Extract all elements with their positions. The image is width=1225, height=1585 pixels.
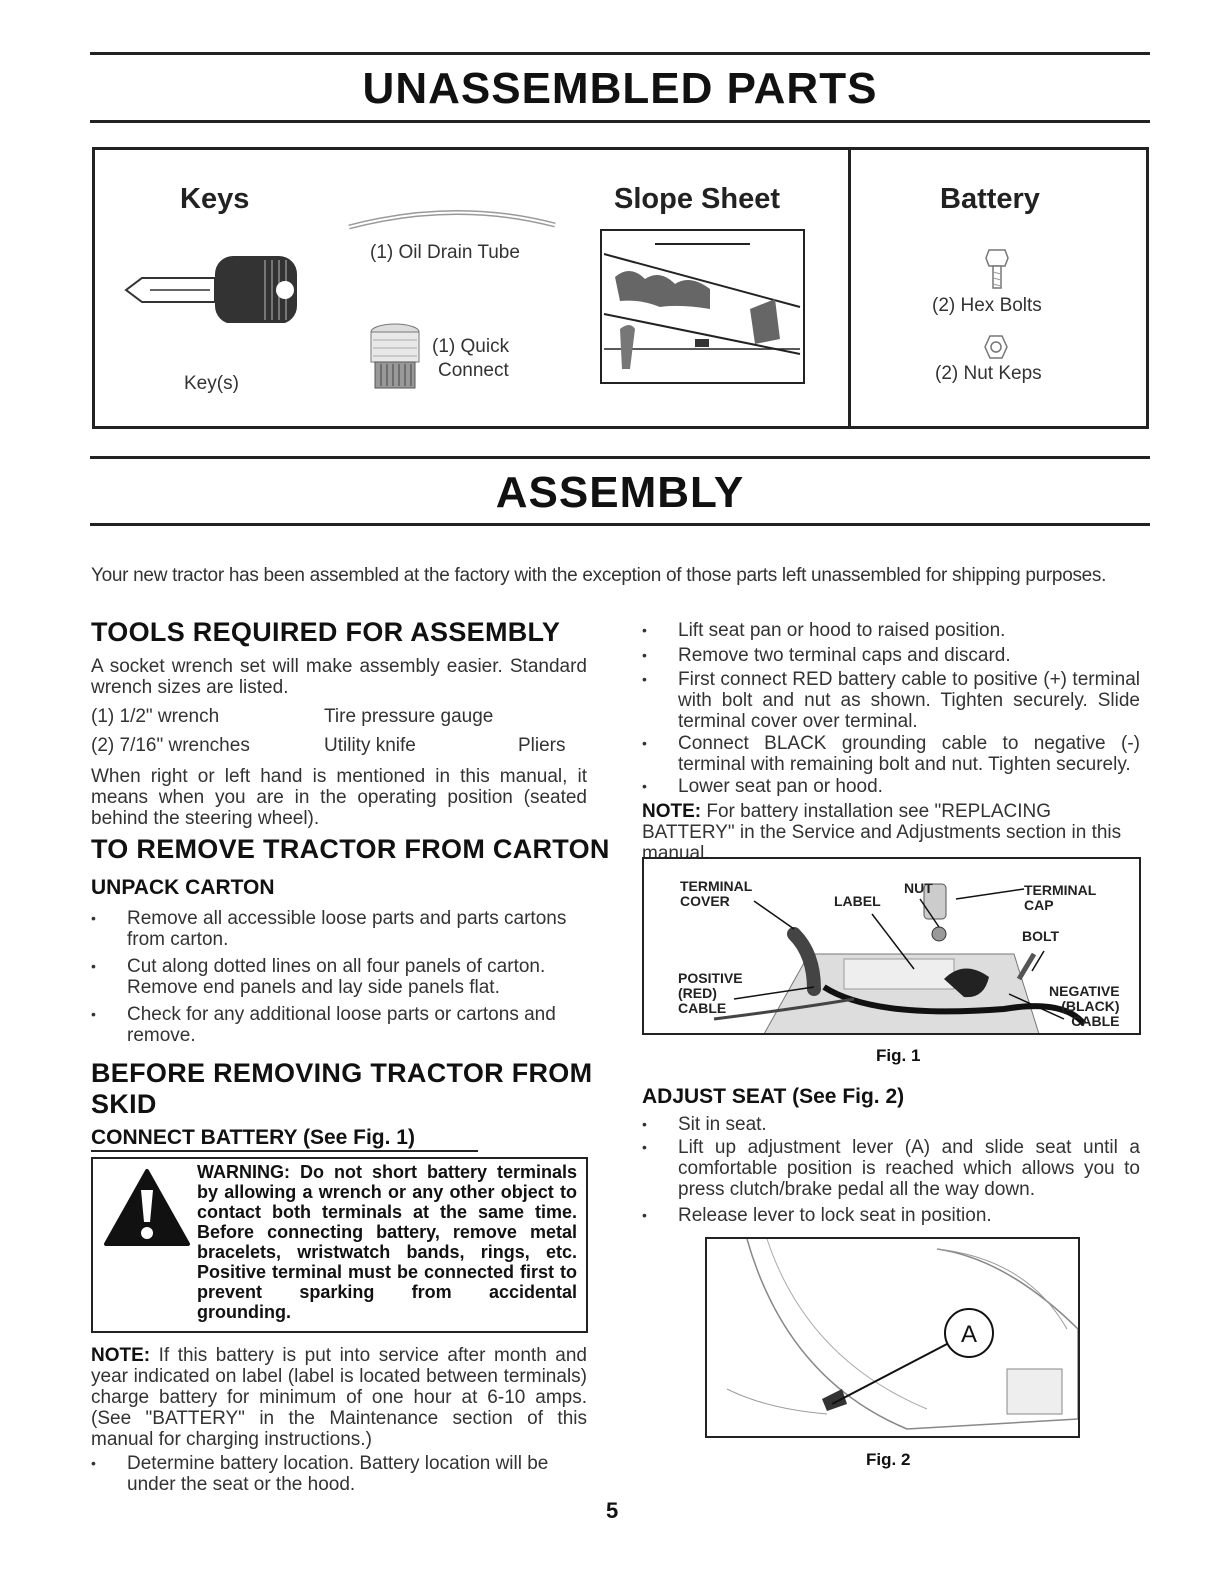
fig1-bolt-label: BOLT <box>1022 928 1060 944</box>
fig2-caption: Fig. 2 <box>866 1450 911 1469</box>
hand-note: When right or left hand is mentioned in this manual, it means when you are in the operating position (seated behind the steering wheel). <box>91 766 587 829</box>
quick-connect-icon <box>367 322 423 392</box>
parts-divider <box>848 147 851 429</box>
fig1-caption: Fig. 1 <box>876 1046 921 1065</box>
warning-text: WARNING: Do not short battery terminals by allowing a wrench or any other object to contact both terminals at the same time. Before connecting battery, remove metal bracelets, wristwatch bands, rings, etc. Positive terminal must be connected first to prevent sparking from accidental grounding. <box>197 1162 577 1322</box>
seat-diagram <box>707 1239 1078 1436</box>
unpack-bullet-1: • Remove all accessible loose parts and parts cartons from carton. <box>91 908 587 950</box>
fig1-positive-label: POSITIVE (RED) CABLE <box>678 970 743 1016</box>
battery-title: Battery <box>940 183 1040 215</box>
nut-keps-icon <box>983 334 1009 360</box>
keys-label: Key(s) <box>184 373 239 394</box>
tool-row-2-c: Pliers <box>518 735 566 756</box>
seat-step-3: • Release lever to lock seat in position. <box>642 1205 1140 1226</box>
adjust-seat-heading: ADJUST SEAT (See Fig. 2) <box>642 1085 905 1108</box>
unpack-bullet-3: • Check for any additional loose parts or cartons and remove. <box>91 1004 587 1046</box>
quick-connect-label-1: (1) Quick <box>432 336 510 357</box>
tool-row-1-b: Tire pressure gauge <box>324 706 494 727</box>
fig2-frame <box>705 1237 1080 1438</box>
assembly-title: ASSEMBLY <box>495 468 745 517</box>
battery-note-label: NOTE: <box>91 1345 151 1366</box>
skid-heading-1: BEFORE REMOVING TRACTOR FROM <box>91 1058 593 1088</box>
battery-step-1: • Lift seat pan or hood to raised position. <box>642 620 1140 641</box>
hex-bolts-label: (2) Hex Bolts <box>932 295 1042 316</box>
battery-note <box>91 1345 587 1450</box>
key-icon <box>120 248 305 323</box>
tools-intro: A socket wrench set will make assembly easier. Standard wrench sizes are listed. <box>91 656 587 698</box>
seat-step-2: • Lift up adjustment lever (A) and slide seat until a comfortable position is reached which allows you to press clutch/brake pedal all the way down. <box>642 1137 1140 1200</box>
unassembled-title: UNASSEMBLED PARTS <box>362 64 878 113</box>
skid-heading-2: SKID <box>91 1089 157 1119</box>
battery-step-2: • Remove two terminal caps and discard. <box>642 645 1140 666</box>
oil-drain-tube-icon <box>345 205 560 235</box>
assembly-top-rule <box>90 456 1150 459</box>
replace-battery-note <box>642 801 1140 864</box>
fig1-nut-label: NUT <box>904 880 933 896</box>
battery-step-5: • Lower seat pan or hood. <box>642 776 1140 797</box>
warning-icon <box>103 1168 191 1248</box>
fig1-label-label: LABEL <box>834 893 881 909</box>
assembly-bottom-rule <box>90 523 1150 526</box>
oil-drain-tube-label: (1) Oil Drain Tube <box>370 242 520 263</box>
unpack-bullet-2: • Cut along dotted lines on all four panels of carton. Remove end panels and lay side panels flat. <box>91 956 587 998</box>
battery-step-4: • Connect BLACK grounding cable to negative (-) terminal with remaining bolt and nut. Tighten securely. <box>642 733 1140 775</box>
fig1-negative-label: NEGATIVE (BLACK) CABLE <box>1049 983 1120 1029</box>
connect-battery-heading: CONNECT BATTERY (See Fig. 1) <box>91 1126 415 1149</box>
tools-heading: TOOLS REQUIRED FOR ASSEMBLY <box>91 617 561 647</box>
replace-note-label: NOTE: <box>642 801 702 822</box>
unpack-heading: UNPACK CARTON <box>91 876 275 899</box>
quick-connect-label-2: Connect <box>438 360 509 381</box>
fig1-terminal-cover-label: TERMINAL COVER <box>680 878 753 909</box>
title-rule <box>90 120 1150 123</box>
tool-row-1-a: (1) 1/2" wrench <box>91 706 220 727</box>
nut-keps-label: (2) Nut Keps <box>935 363 1042 384</box>
battery-heading-underline <box>91 1150 478 1152</box>
battery-step-3: • First connect RED battery cable to positive (+) terminal with bolt and nut as shown. Tighten securely. Slide terminal cover over terminal. <box>642 669 1140 732</box>
replace-note-text: For battery installation see "REPLACING BATTERY" in the Service and Adjustments section in this manual. <box>642 801 1122 864</box>
keys-title: Keys <box>180 183 250 215</box>
fig2-callout: A <box>960 1321 978 1348</box>
intro-text: Your new tractor has been assembled at the factory with the exception of those parts left unassembled for shipping purposes. <box>91 565 1107 586</box>
top-rule <box>90 52 1150 55</box>
battery-location-bullet: • Determine battery location. Battery location will be under the seat or the hood. <box>91 1453 587 1495</box>
fig1-terminal-cap-label: TERMINAL CAP <box>1024 882 1097 913</box>
remove-heading: TO REMOVE TRACTOR FROM CARTON <box>91 834 610 864</box>
battery-note-text: If this battery is put into service after month and year indicated on label (label is located between terminals) charge battery for minimum of one hour at 6-10 amps. (See "BATTERY" in the Maintenance section of this manual for charging instructions.) <box>91 1345 587 1450</box>
slope-sheet-title: Slope Sheet <box>614 183 780 215</box>
tool-row-2-a: (2) 7/16" wrenches <box>91 735 250 756</box>
slope-sheet-icon <box>600 229 805 384</box>
fig1-frame <box>642 857 1141 1035</box>
page-number: 5 <box>606 1498 619 1523</box>
hex-bolt-icon <box>985 248 1009 290</box>
tool-row-2-b: Utility knife <box>324 735 416 756</box>
seat-step-1: • Sit in seat. <box>642 1114 1140 1135</box>
